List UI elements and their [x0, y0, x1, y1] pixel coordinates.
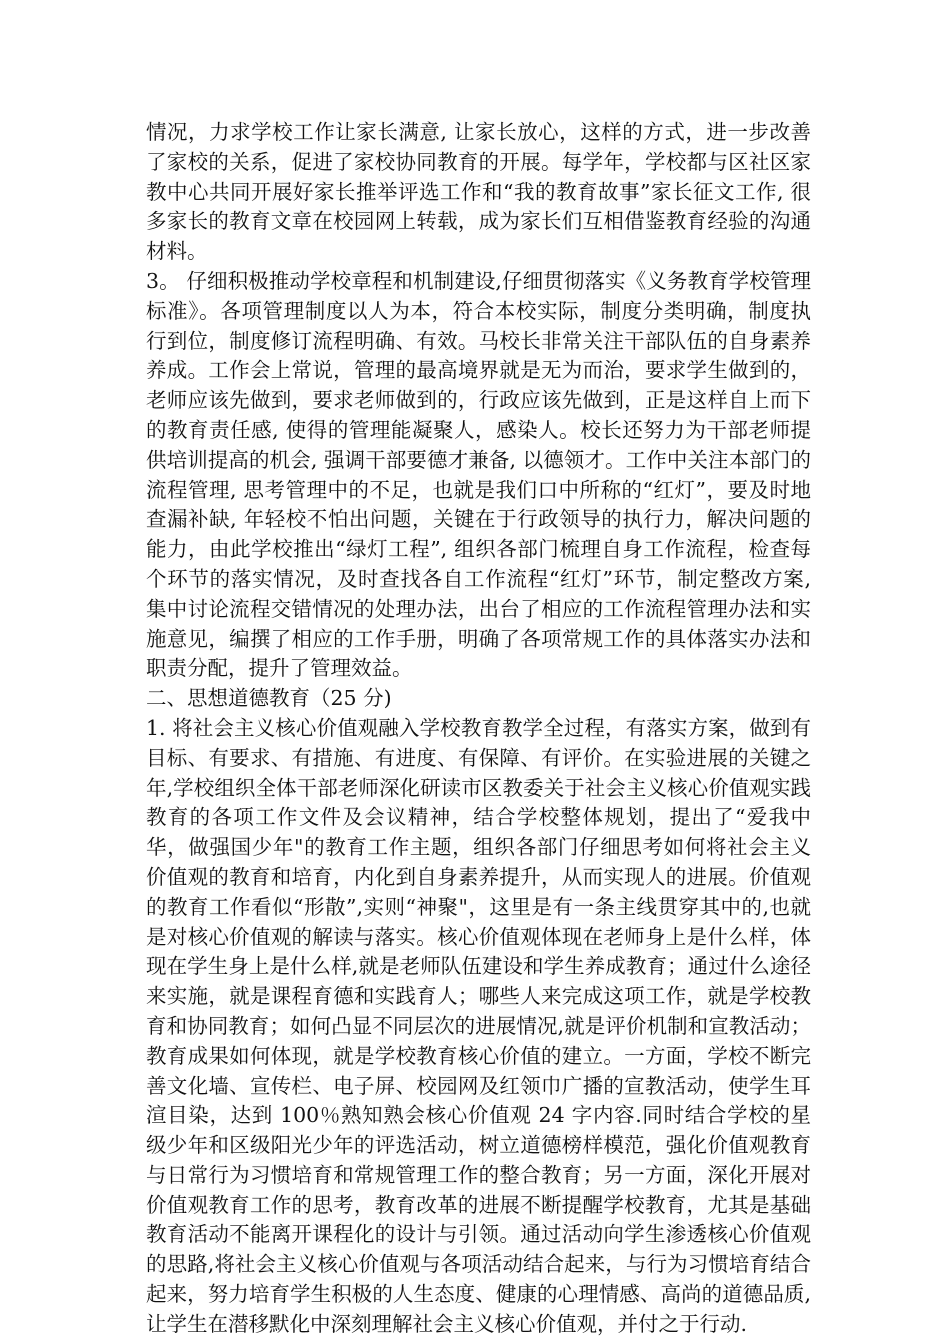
paragraph-school-charter: 3。 仔细积极推动学校章程和机制建设,仔细贯彻落实《义务教育学校管理标准》。各项管理制度以人为本，符合本校实际，制度分类明确，制度执行到位，制度修订流程明确、有效。马校长非常关注干部队伍的自身素养养成。工作会上常说，管理的最高境界就是无为而治，要求学生做到的，老师应该先做到，要求老师做到的，行政应该先做到，正是这样自上而下的教育责任感, 使得的管理能凝聚人，感染人。校长还努力为干部老师提供培训提高的机会, 强调干部要德才兼备, 以德领才。工作中关注本部门的流程管理, 思考管理中的不足，也就是我们口中所称的“红灯”，要及时地查漏补缺, 年轻校不怕出问题，关键在于行政领导的执行力，解决问题的能力，由此学校推出“绿灯工程”, 组织各部门梳理自身工作流程，检查每个环节的落实情况，及时查找各自工作流程“红灯”环节，制定整改方案, 集中讨论流程交错情况的处理办法，出台了相应的工作流程管理办法和实施意见，编撰了相应的工作手册，明确了各项常规工作的具体落实办法和职责分配，提升了管理效益。	[146, 268, 811, 681]
document-body	[146, 118, 811, 1340]
paragraph-home-school: 情况，力求学校工作让家长满意, 让家长放心，这样的方式，进一步改善了家校的关系，促进了家校协同教育的开展。每学年，学校都与区社区家教中心共同开展好家长推举评选工作和“我的教育故事”家长征文工作, 很多家长的教育文章在校园网上转载，成为家长们互相借鉴教育经验的沟通材料。	[146, 120, 811, 264]
paragraph-core-values: 1. 将社会主义核心价值观融入学校教育教学全过程，有落实方案，做到有目标、有要求、有措施、有进度、有保障、有评价。在实验进展的关键之年,学校组织全体干部老师深化研读市区教委关于社会主义核心价值观实践教育的各项工作文件及会议精神，结合学校整体规划，提出了“爱我中华，做强国少年"的教育工作主题，组织各部门仔细思考如何将社会主义价值观的教育和培育，内化到自身素养提升，从而实现人的进展。价值观的教育工作看似“形散”,实则“神聚"，这里是有一条主线贯穿其中的,也就是对核心价值观的解读与落实。核心价值观体现在老师身上是什么样，体现在学生身上是什么样,就是老师队伍建设和学生养成教育；通过什么途径来实施，就是课程育德和实践育人；哪些人来完成这项工作，就是学校教育和协同教育；如何凸显不同层次的进展情况,就是评价机制和宣教活动；教育成果如何体现，就是学校教育核心价值的建立。一方面，学校不断完善文化墙、宣传栏、电子屏、校园网及红领巾广播的宣教活动，使学生耳渲目染，达到 100％熟知熟会核心价值观 24 字内容.同时结合学校的星级少年和区级阳光少年的评选活动，树立道德榜样模范，强化价值观教育与日常行为习惯培育和常规管理工作的整合教育；另一方面，深化开展对价值观教育工作的思考，教育改革的进展不断提醒学校教育，尤其是基础教育活动不能离开课程化的设计与引领。通过活动向学生渗透核心价值观的思路,将社会主义核心价值观与各项活动结合起来，与行为习惯培育结合起来，努力培育学生积极的人生态度、健康的心理情感、高尚的道德品质,让学生在潜移默化中深刻理解社会主义核心价值观，并付之于行动.	[146, 715, 811, 1336]
section-heading-moral-education: 二、思想道德教育（25 分)	[146, 686, 392, 711]
